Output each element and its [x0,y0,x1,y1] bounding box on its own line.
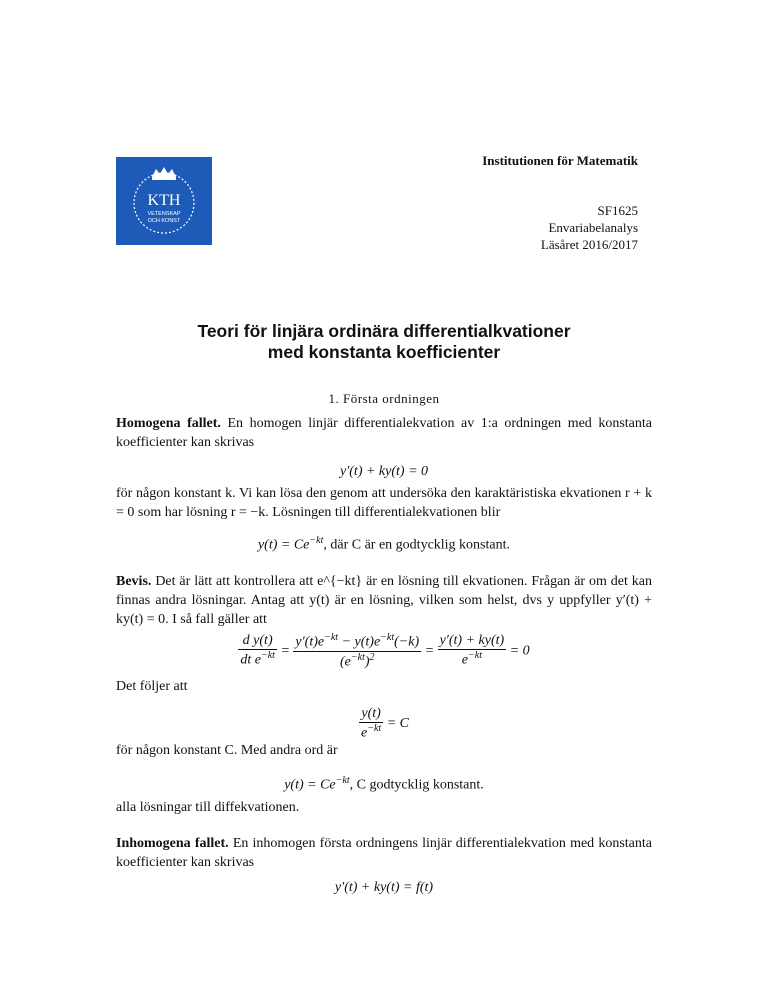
characteristic-paragraph: för någon konstant k. Vi kan lösa den genom att undersöka den karaktäristiska ekvationen r + k = 0 som har lösning r = −k. Lösningen till differentialekvationen blir [116,486,652,520]
inhomogeneous-paragraph [116,834,652,872]
equation-3: $\frac{y(t)}{e^{-kt}}$ = C [361,706,409,741]
derivative-equation: $\frac{\text{d y(t)}}{dt e^{-kt}}$ = $\frac{y'(t)e^{-kt} - y(t)e^{-kt}(-k)}{(e^{-kt})^2}$ = $\frac{y'(t) + ky(t)}{e^{-kt}}$ = 0 [240,632,530,670]
equation-1: y′(t) + ky(t) = 0 [339,464,429,479]
eq2-math: y(t) = Ce [257,537,310,553]
svg-text:OCH KONST: OCH KONST [147,218,181,224]
svg-text:KTH: KTH [147,192,181,209]
homogeneous-intro: En homogen linjär differentialekvation av 1:a ordningen med konstanta koefficienter kan skrivas [116,416,653,450]
homogeneous-label: Homogena fallet. [116,416,221,431]
equation-2 [0,535,768,554]
kth-logo [116,157,212,245]
course-info [541,202,638,253]
institution: Institutionen för Matematik [482,153,638,168]
title-line-2: med konstanta koefficienter [267,342,501,362]
equation-5: y′(t) + ky(t) = f(t) [334,880,434,895]
follows-text: Det följer att [116,679,188,694]
homogeneous-paragraph [116,414,652,452]
proof-text: Det är lätt att kontrollera att e^{−kt} är en lösning till ekvationen. Frågan är om det kan finnas andra lösningar. Antag att y(t) är en lösning, vilken som helst, dvs y uppfyller y′(t) + ky(t) = 0. I så fall gäller att [116,574,653,627]
deriv-fraction-2: $\frac{y'(t)e^{-kt} - y(t)e^{-kt}(-k)}{(e^{-kt})^2}$ [295,632,420,670]
inhomogeneous-intro: En inhomogen första ordningens linjär differentialekvation med konstanta koefficienter kan skrivas [116,836,652,870]
inhomogeneous-label: Inhomogena fallet. [116,836,229,851]
document-title [0,321,768,363]
course-name: Envariabelanalys [548,220,638,235]
deriv-fraction-3: $\frac{y'(t) + ky(t)}{e^{-kt}}$ [439,633,505,668]
other-words-text: för någon konstant C. Med andra ord är [116,743,338,758]
title-line-1: Teori för linjära ordinära differentialkvationer [197,321,571,341]
svg-text:VETENSKAP: VETENSKAP [147,211,181,217]
proof-paragraph [116,572,652,629]
eq2-text: , där C är en godtycklig konstant. [323,537,511,553]
proof-label: Bevis. [116,574,152,589]
academic-year: Läsåret 2016/2017 [540,237,638,252]
equation-4: $y(t) = Ce^{-kt}$, C godtycklig konstant. [284,775,484,793]
eq3-fraction: $\frac{y(t)}{e^{-kt}}$ [361,706,382,741]
all-solutions-text: alla lösningar till diffekvationen. [116,800,300,815]
course-code: SF1625 [597,203,638,218]
deriv-result: = 0 [509,643,530,659]
deriv-fraction-1: $\frac{\text{d y(t)}}{dt e^{-kt}}$ [240,633,275,668]
section-heading: 1. Första ordningen [328,391,440,406]
eq2-exponent: −kt [309,535,324,546]
